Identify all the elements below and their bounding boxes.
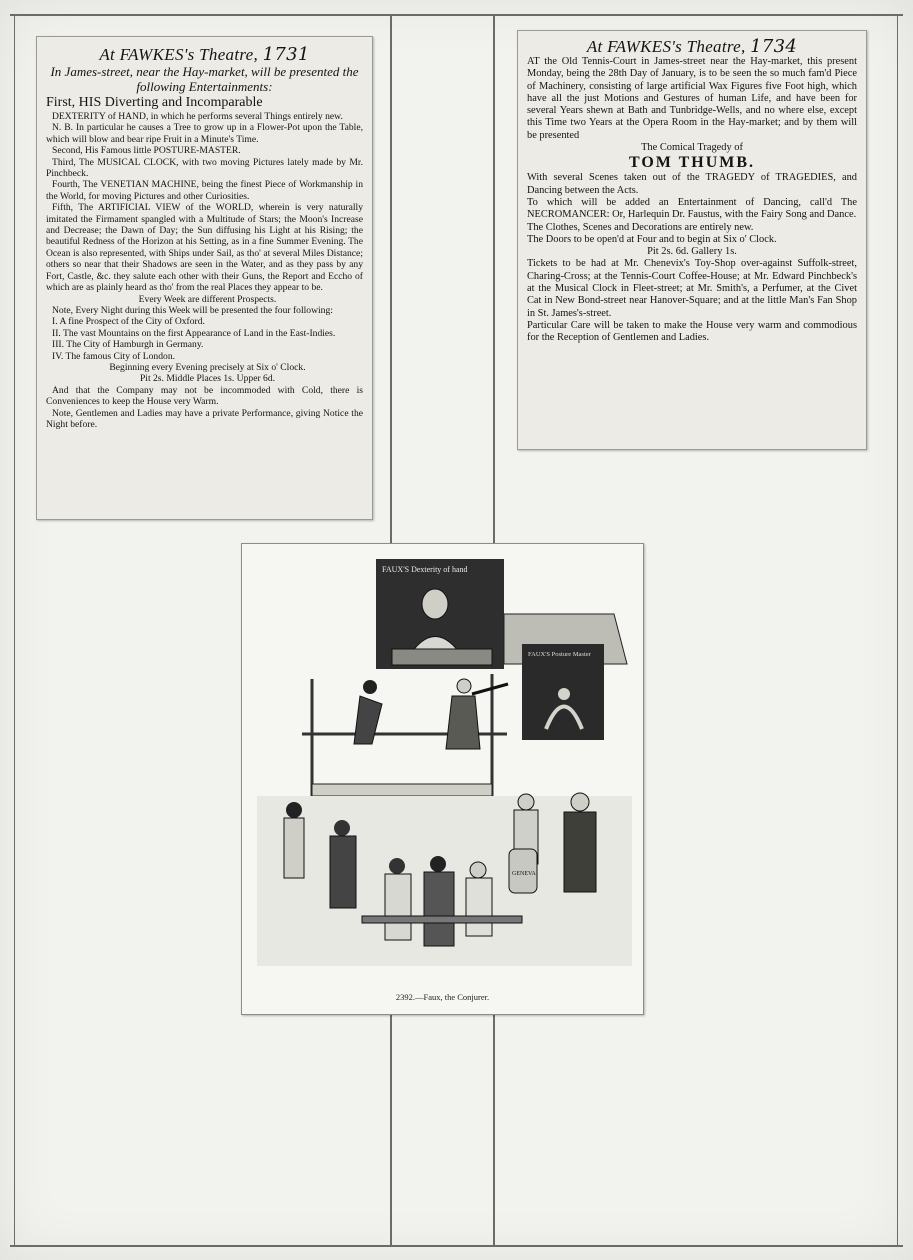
engraving-caption: 2392.—Faux, the Conjurer.: [395, 992, 490, 1002]
right-heading: [527, 37, 857, 56]
showman-head: [457, 679, 471, 693]
left-line: Fifth, The ARTIFICIAL VIEW of the WORLD, wherein is very naturally imitated the Firmament spangled with a Multitude of Stars; the Moon's Increase and Decrease; the Dawn of Day; the Sun diffusing his Light at his Rising; the beautiful Redness of the Horizon at his Setting, as in a fine Summer Evening. The Ocean is also represented, with Ships under Sail, as tho' at several Miles Distance; others so near that their Shadows are seen in the Water, and as they pass by any Fort, Castle, &c. they salute each other with their Guns, the Report and Eccho of which are as plainly heard as tho' from the real Places they appear to be.: [46, 202, 363, 294]
left-heading: [46, 45, 363, 64]
left-line: And that the Company may not be incommoded with Cold, there is Conveniences to keep the House very Warm.: [46, 384, 363, 408]
barrel-label: GENEVA: [512, 871, 536, 877]
right-line: Pit 2s. 6d. Gallery 1s.: [647, 246, 737, 258]
crowd-figure-head: [571, 793, 589, 811]
posture-sign: FAUX'S Posture Master: [528, 651, 591, 658]
right-title: TOM THUMB.: [628, 154, 756, 172]
right-line: To which will be added an Entertainment of Dancing, call'd The NECROMANCER: Or, Harlequin Dr. Faustus, with the Fairy Song and Dance.: [527, 196, 857, 221]
left-line: Third, The MUSICAL CLOCK, with two moving Pictures lately made by Mr. Pinchbeck.: [46, 156, 363, 180]
left-line: Note, Every Night during this Week will be presented the four following:: [52, 304, 333, 316]
telescope: [472, 684, 508, 694]
crowd-figure-head: [334, 820, 350, 836]
right-year: 1734: [750, 36, 798, 57]
right-intro: AT the Old Tennis-Court in James-street near the Hay-market, this present Monday, being the 28th Day of January, is to be seen the so much fam'd Piece of Machinery, consisting of large artificial Wax Figures five Foot high, which have all the just Motions and Gestures of human Life, and have been for several Years shewn at Bath and Tunbridge-Wells, and no where else, except this Time two Years at the Opera Room in the Hay-market; and by them will be presented: [527, 56, 857, 141]
tumbler-head: [363, 680, 377, 694]
crowd-figure-head: [518, 794, 534, 810]
crowd-figure-head: [470, 862, 486, 878]
frame-left-line: [14, 14, 15, 1246]
left-line: Second, His Famous little POSTURE-MASTER.: [52, 145, 241, 157]
crowd-figure-head: [430, 856, 446, 872]
left-line: N. B. In particular he causes a Tree to grow up in a Flower-Pot upon the Table, which will blow and bear ripe Fruit in a Minute's Time.: [46, 122, 363, 145]
crowd-figure: [385, 874, 411, 940]
right-line: The Clothes, Scenes and Decorations are entirely new.: [527, 221, 754, 233]
left-line: Beginning every Evening precisely at Six o' Clock.: [109, 361, 306, 373]
stage-platform: [312, 784, 492, 796]
crowd-figure: [564, 812, 596, 892]
left-heading-text: At FAWKES's Theatre,: [99, 45, 259, 64]
bench: [362, 916, 522, 923]
frame-top-line: [10, 14, 903, 16]
right-heading-text: At FAWKES's Theatre,: [586, 37, 746, 56]
left-line: Pit 2s. Middle Places 1s. Upper 6d.: [139, 373, 276, 385]
engraving-print: [241, 543, 644, 1015]
left-line: IV. The famous City of London.: [52, 350, 176, 362]
conjurer-table: [392, 649, 492, 665]
right-playbill: [517, 30, 867, 450]
tumbler-body: [354, 696, 382, 744]
right-line: Tickets to be had at Mr. Chenevix's Toy-Shop over-against Suffolk-street, Charing-Cross; at the Tennis-Court Coffee-House; at Mr. Edward Pinchbeck's at the Musical Clock in Fleet-street; at Mr. Smith's, a Perfumer, at the Civet Cat in New Bond-street near Hanover-Square; and at the little Man's Fan Shop in St. James's-street.: [527, 258, 857, 319]
frame-bottom-line: [10, 1245, 903, 1247]
showman-body: [446, 696, 480, 749]
left-line: I. A fine Prospect of the City of Oxford.: [52, 316, 205, 328]
frame-right-line: [897, 14, 898, 1246]
left-body: [46, 111, 363, 430]
right-line: The Doors to be open'd at Four and to begin at Six o' Clock.: [527, 233, 777, 245]
right-line: With several Scenes taken out of the TRAGEDY of TRAGEDIES, and Dancing between the Acts.: [527, 172, 857, 196]
left-line: DEXTERITY of HAND, in which he performs several Things entirely new.: [52, 111, 343, 122]
conjurer-head: [422, 589, 448, 619]
right-body: [527, 56, 857, 345]
left-subheading: In James-street, near the Hay-market, will be presented the following Entertainments:: [50, 64, 359, 94]
left-line: Note, Gentlemen and Ladies may have a private Performance, giving Notice the Night before.: [46, 407, 363, 430]
left-playbill: [36, 36, 373, 520]
crowd-figure-head: [389, 858, 405, 874]
crowd-figure-head: [286, 802, 302, 818]
posture-figure: [558, 688, 570, 700]
left-line: III. The City of Hamburgh in Germany.: [52, 339, 204, 351]
right-line: Particular Care will be taken to make the House very warm and commodious for the Reception of Gentlemen and Ladies.: [527, 319, 857, 344]
crowd-figure: [284, 818, 304, 878]
left-line: Fourth, The VENETIAN MACHINE, being the finest Piece of Workmanship in the World, for moving Pictures and other Curiosities.: [46, 179, 363, 202]
booth-banner: FAUX'S Dexterity of hand: [382, 565, 468, 574]
left-year: 1731: [262, 44, 310, 65]
right-comical: The Comical Tragedy of: [641, 142, 743, 154]
engraving-illustration: [242, 544, 643, 1014]
left-line: Every Week are different Prospects.: [138, 293, 277, 305]
crowd-figure: [466, 878, 492, 936]
crowd-figure: [330, 836, 356, 908]
left-line: II. The vast Mountains on the first Appearance of Land in the East-Indies.: [52, 327, 336, 339]
left-first-line: First, HIS Diverting and Incomparable: [46, 95, 263, 110]
crowd-figure: [424, 872, 454, 946]
